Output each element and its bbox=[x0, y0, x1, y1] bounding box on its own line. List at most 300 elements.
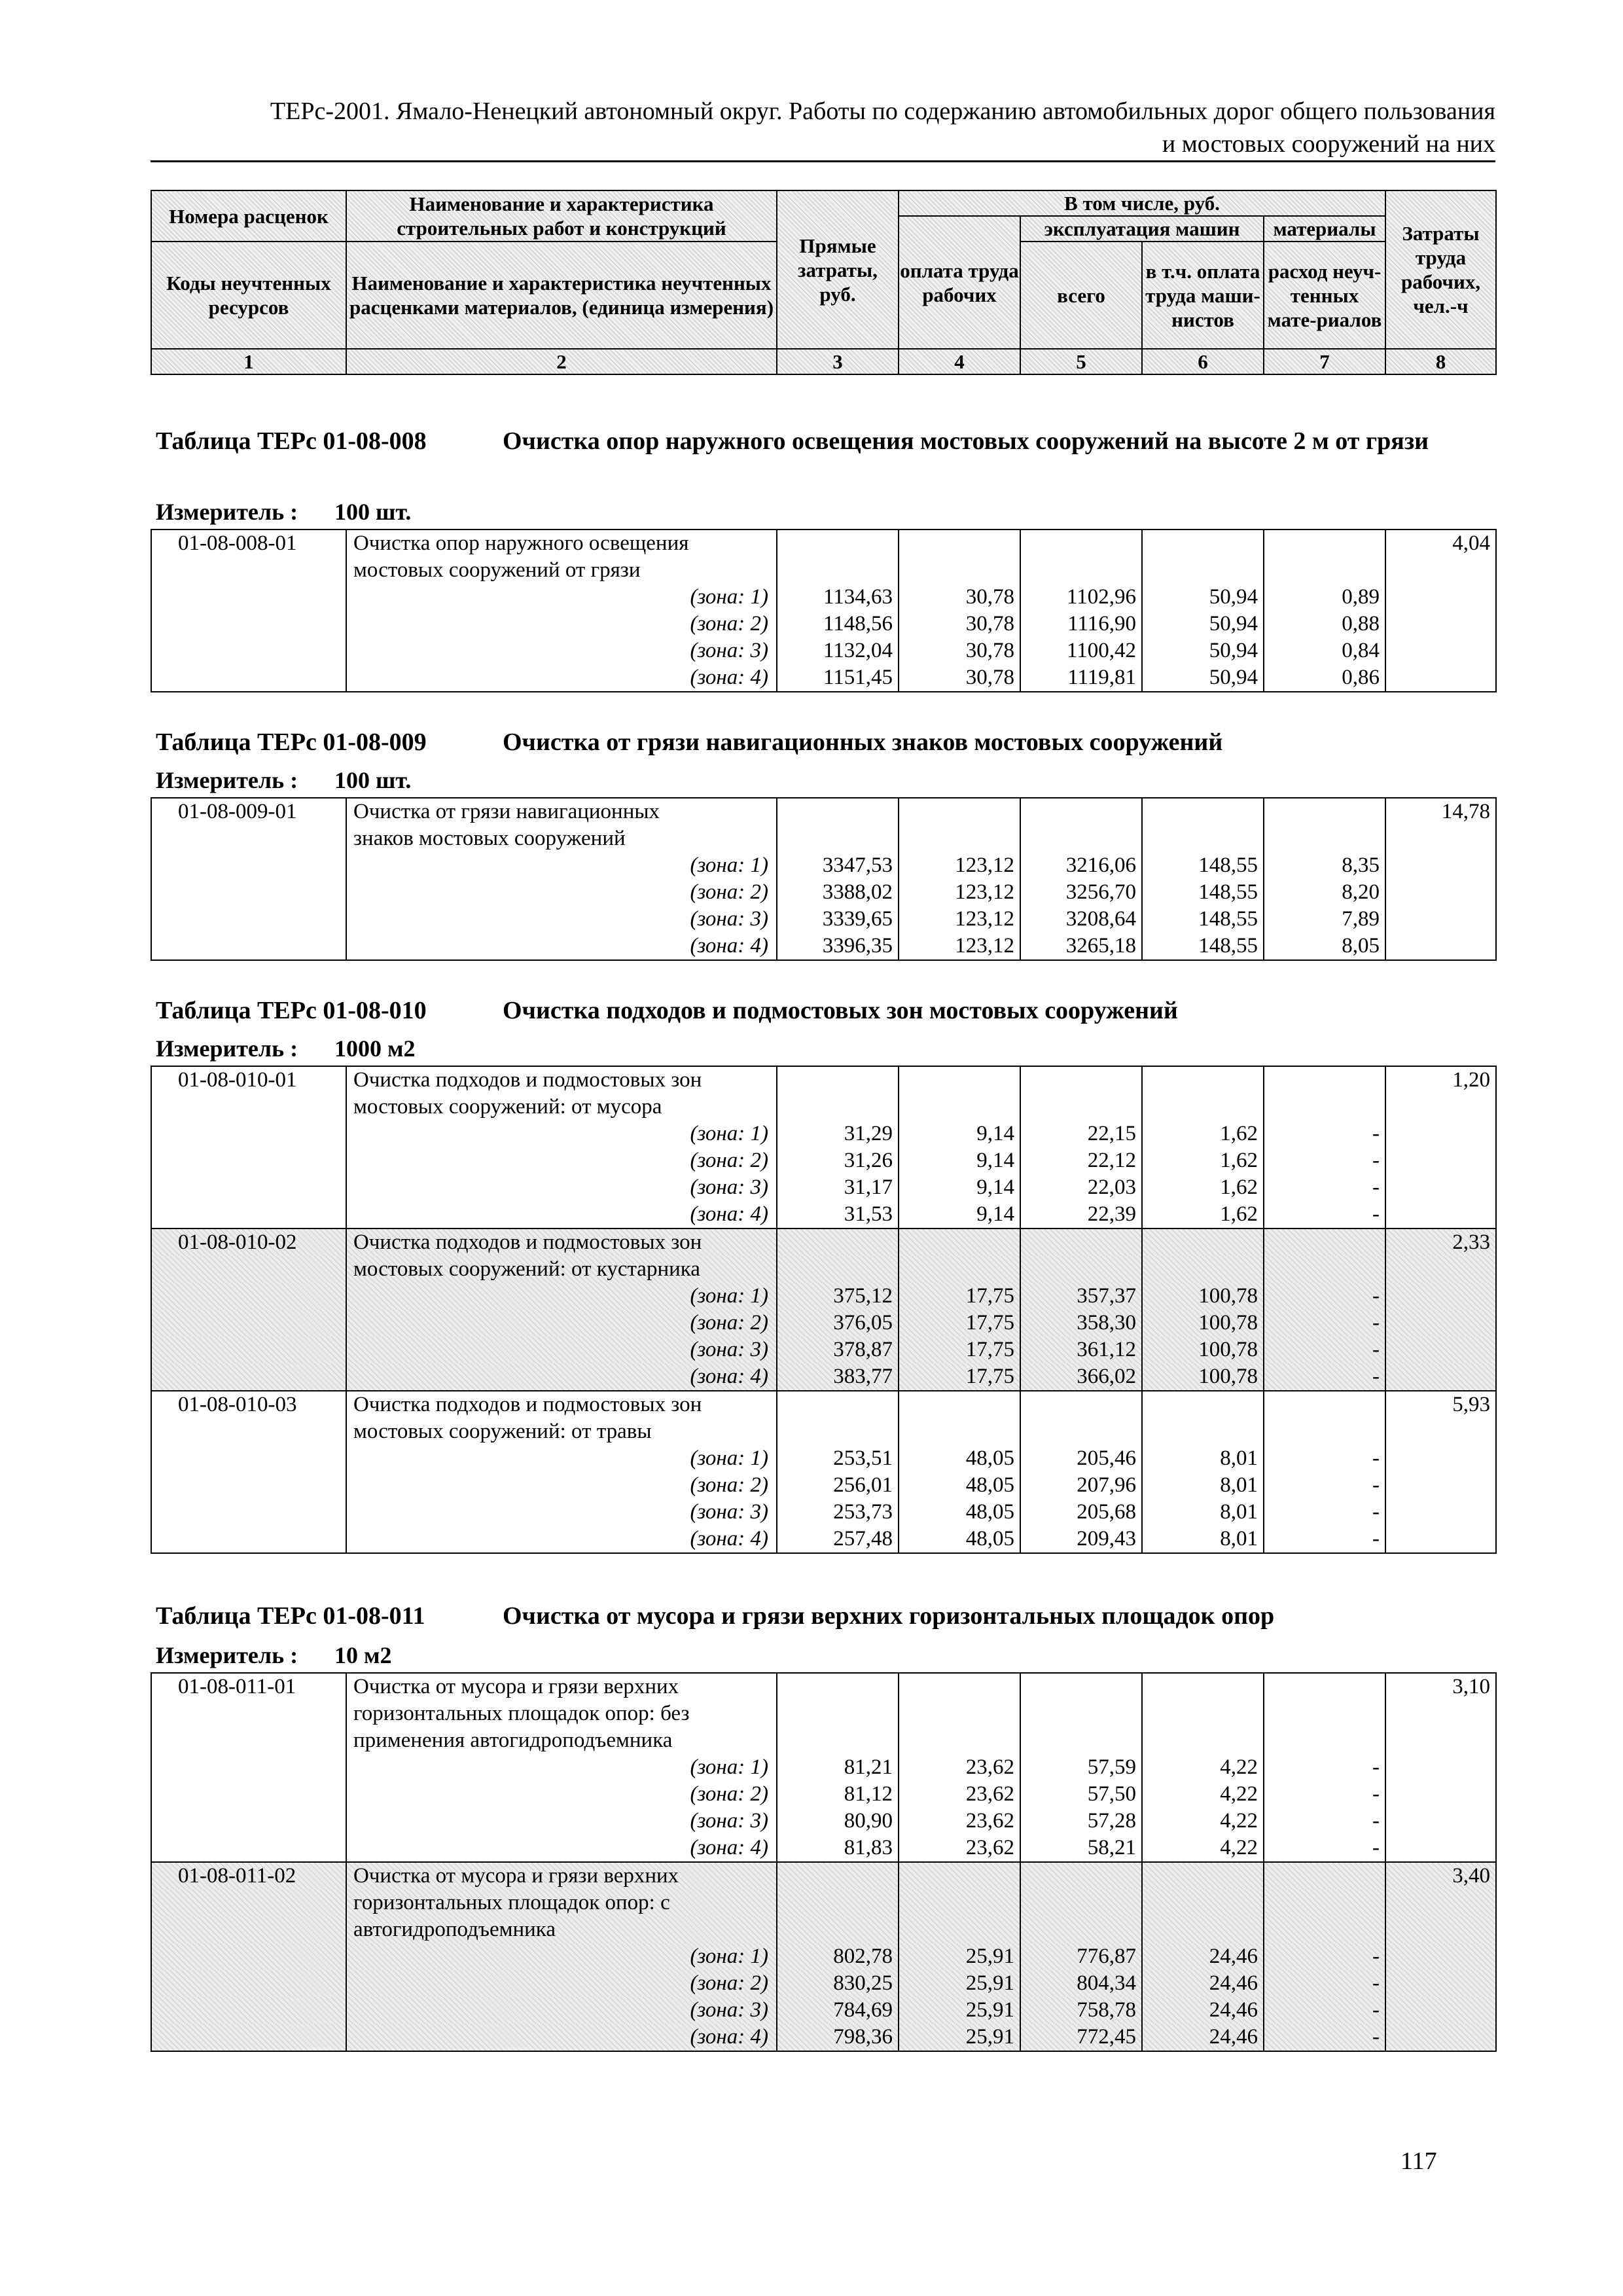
rate-subrow bbox=[151, 2024, 1496, 2051]
rate-row bbox=[151, 1066, 1496, 1094]
machine-operation: 776,87 bbox=[1020, 1943, 1142, 1970]
zone-label: (зона: 2) bbox=[346, 1147, 777, 1174]
rate-code-cell bbox=[151, 1094, 346, 1121]
rate-name-line: знаков мостовых сооружений bbox=[346, 825, 777, 852]
rate-subrow bbox=[151, 1781, 1496, 1808]
empty-cell bbox=[777, 1862, 899, 1890]
direct-costs: 31,26 bbox=[777, 1147, 899, 1174]
machine-operation: 57,28 bbox=[1020, 1808, 1142, 1835]
empty-cell bbox=[1020, 825, 1142, 852]
rate-row bbox=[151, 1862, 1496, 1890]
rate-code-cell bbox=[151, 1336, 346, 1363]
empty-cell bbox=[1264, 798, 1385, 825]
rate-name-line: Очистка подходов и подмостовых зон bbox=[346, 1391, 777, 1418]
rate-code-cell bbox=[151, 2024, 346, 2051]
empty-cell bbox=[1264, 1890, 1385, 1916]
workers-wages: 23,62 bbox=[899, 1808, 1020, 1835]
empty-cell bbox=[1385, 1418, 1496, 1445]
direct-costs: 253,73 bbox=[777, 1499, 899, 1526]
rate-code-cell bbox=[151, 1943, 346, 1970]
empty-cell bbox=[777, 1916, 899, 1943]
empty-cell bbox=[1385, 1094, 1496, 1121]
direct-costs: 1151,45 bbox=[777, 664, 899, 692]
rate-row bbox=[151, 798, 1496, 825]
col-num-8: 8 bbox=[1385, 349, 1496, 374]
workers-wages: 30,78 bbox=[899, 637, 1020, 664]
workers-wages: 17,75 bbox=[899, 1283, 1020, 1310]
materials: - bbox=[1264, 1363, 1385, 1391]
direct-costs: 798,36 bbox=[777, 2024, 899, 2051]
rate-subrow bbox=[151, 1943, 1496, 1970]
empty-cell bbox=[899, 1418, 1020, 1445]
materials: 0,88 bbox=[1264, 611, 1385, 637]
rate-code-cell bbox=[151, 1890, 346, 1916]
machinists-wages: 24,46 bbox=[1142, 2024, 1264, 2051]
empty-cell bbox=[1020, 1862, 1142, 1890]
machine-operation: 57,59 bbox=[1020, 1754, 1142, 1781]
workers-wages: 123,12 bbox=[899, 852, 1020, 879]
materials: - bbox=[1264, 2024, 1385, 2051]
zone-label: (зона: 3) bbox=[346, 1499, 777, 1526]
empty-cell bbox=[1142, 1066, 1264, 1094]
empty-cell bbox=[899, 1066, 1020, 1094]
labor-cost: 1,20 bbox=[1385, 1066, 1496, 1094]
direct-costs: 1132,04 bbox=[777, 637, 899, 664]
machinists-wages: 148,55 bbox=[1142, 906, 1264, 933]
empty-cell bbox=[1142, 1418, 1264, 1445]
machine-operation: 804,34 bbox=[1020, 1970, 1142, 1997]
rates-table bbox=[151, 1066, 1497, 1554]
machinists-wages: 100,78 bbox=[1142, 1363, 1264, 1391]
zone-label: (зона: 1) bbox=[346, 1283, 777, 1310]
labor-cell bbox=[1385, 879, 1496, 906]
col-rates-numbers: Номера расценок bbox=[151, 190, 346, 242]
rates-table bbox=[151, 529, 1497, 692]
col-num-3: 3 bbox=[777, 349, 899, 374]
rate-code-cell bbox=[151, 664, 346, 692]
rate-code-cell bbox=[151, 1727, 346, 1754]
empty-cell bbox=[1264, 1256, 1385, 1283]
rate-name-line: Очистка от грязи навигационных bbox=[346, 798, 777, 825]
direct-costs: 3347,53 bbox=[777, 852, 899, 879]
rate-code: 01-08-011-01 bbox=[151, 1673, 346, 1700]
col-num-1: 1 bbox=[151, 349, 346, 374]
labor-cell bbox=[1385, 1781, 1496, 1808]
labor-cell bbox=[1385, 2024, 1496, 2051]
direct-costs: 81,12 bbox=[777, 1781, 899, 1808]
labor-cell bbox=[1385, 906, 1496, 933]
machine-operation: 205,68 bbox=[1020, 1499, 1142, 1526]
rate-subrow bbox=[151, 825, 1496, 852]
rate-code-cell bbox=[151, 906, 346, 933]
rate-code-cell bbox=[151, 1147, 346, 1174]
empty-cell bbox=[1264, 1916, 1385, 1943]
zone-label: (зона: 2) bbox=[346, 879, 777, 906]
empty-cell bbox=[1020, 557, 1142, 584]
direct-costs: 31,53 bbox=[777, 1201, 899, 1229]
rate-subrow bbox=[151, 637, 1496, 664]
empty-cell bbox=[1264, 1862, 1385, 1890]
machine-operation: 58,21 bbox=[1020, 1835, 1142, 1862]
materials: - bbox=[1264, 1472, 1385, 1499]
machinists-wages: 1,62 bbox=[1142, 1201, 1264, 1229]
rate-subrow bbox=[151, 1499, 1496, 1526]
rate-subrow bbox=[151, 1310, 1496, 1336]
empty-cell bbox=[777, 1229, 899, 1256]
machinists-wages: 50,94 bbox=[1142, 664, 1264, 692]
rate-code-cell bbox=[151, 1700, 346, 1727]
measurer-unit: 100 шт. bbox=[334, 767, 412, 793]
direct-costs: 784,69 bbox=[777, 1997, 899, 2024]
workers-wages: 25,91 bbox=[899, 1943, 1020, 1970]
labor-cost: 3,40 bbox=[1385, 1862, 1496, 1890]
machine-operation: 1102,96 bbox=[1020, 584, 1142, 611]
materials: 0,89 bbox=[1264, 584, 1385, 611]
rate-code-cell bbox=[151, 1970, 346, 1997]
empty-cell bbox=[899, 1673, 1020, 1700]
workers-wages: 25,91 bbox=[899, 1997, 1020, 2024]
workers-wages: 17,75 bbox=[899, 1310, 1020, 1336]
direct-costs: 375,12 bbox=[777, 1283, 899, 1310]
table-title: Очистка от грязи навигационных знаков мостовых сооружений bbox=[503, 728, 1223, 756]
rate-subrow bbox=[151, 557, 1496, 584]
workers-wages: 9,14 bbox=[899, 1174, 1020, 1201]
col-machine-op: эксплуатация машин bbox=[1020, 216, 1264, 242]
empty-cell bbox=[1020, 1256, 1142, 1283]
direct-costs: 81,83 bbox=[777, 1835, 899, 1862]
col-labor-costs: Затраты труда рабочих, чел.-ч bbox=[1385, 190, 1496, 349]
labor-cost: 3,10 bbox=[1385, 1673, 1496, 1700]
machinists-wages: 8,01 bbox=[1142, 1526, 1264, 1553]
empty-cell bbox=[777, 1700, 899, 1727]
col-num-4: 4 bbox=[899, 349, 1020, 374]
rate-subrow bbox=[151, 1970, 1496, 1997]
direct-costs: 3396,35 bbox=[777, 933, 899, 960]
empty-cell bbox=[1020, 529, 1142, 557]
rate-subrow bbox=[151, 1418, 1496, 1445]
direct-costs: 378,87 bbox=[777, 1336, 899, 1363]
direct-costs: 3339,65 bbox=[777, 906, 899, 933]
rate-code-cell bbox=[151, 637, 346, 664]
column-header-table bbox=[151, 190, 1497, 375]
measurer-label: Измеритель : bbox=[156, 1642, 298, 1668]
zone-label: (зона: 4) bbox=[346, 664, 777, 692]
machinists-wages: 1,62 bbox=[1142, 1174, 1264, 1201]
empty-cell bbox=[1264, 1673, 1385, 1700]
machine-operation: 207,96 bbox=[1020, 1472, 1142, 1499]
labor-cell bbox=[1385, 933, 1496, 960]
empty-cell bbox=[1385, 825, 1496, 852]
rate-name-line: Очистка подходов и подмостовых зон bbox=[346, 1066, 777, 1094]
rate-code-cell bbox=[151, 584, 346, 611]
machine-operation: 22,39 bbox=[1020, 1201, 1142, 1229]
machinists-wages: 4,22 bbox=[1142, 1754, 1264, 1781]
workers-wages: 123,12 bbox=[899, 933, 1020, 960]
rate-code-cell bbox=[151, 1472, 346, 1499]
empty-cell bbox=[1020, 798, 1142, 825]
empty-cell bbox=[1385, 1727, 1496, 1754]
empty-cell bbox=[899, 1916, 1020, 1943]
rate-code-cell bbox=[151, 1418, 346, 1445]
labor-cell bbox=[1385, 1526, 1496, 1553]
workers-wages: 30,78 bbox=[899, 584, 1020, 611]
machinists-wages: 4,22 bbox=[1142, 1835, 1264, 1862]
rate-code-cell bbox=[151, 879, 346, 906]
machinists-wages: 4,22 bbox=[1142, 1781, 1264, 1808]
materials: - bbox=[1264, 1147, 1385, 1174]
rate-name-line: применения автогидроподъемника bbox=[346, 1727, 777, 1754]
col-name-unaccounted: Наименование и характеристика неучтенных расценками материалов, (единица измерения) bbox=[346, 242, 777, 349]
machinists-wages: 50,94 bbox=[1142, 584, 1264, 611]
workers-wages: 25,91 bbox=[899, 1970, 1020, 1997]
rate-name-line: автогидроподъемника bbox=[346, 1916, 777, 1943]
rate-subrow bbox=[151, 1890, 1496, 1916]
rate-code-cell bbox=[151, 1526, 346, 1553]
rate-subrow bbox=[151, 1174, 1496, 1201]
workers-wages: 123,12 bbox=[899, 906, 1020, 933]
col-incl-rub: В том числе, руб. bbox=[899, 190, 1385, 216]
labor-cell bbox=[1385, 1121, 1496, 1147]
empty-cell bbox=[1385, 557, 1496, 584]
zone-label: (зона: 1) bbox=[346, 584, 777, 611]
empty-cell bbox=[1142, 1890, 1264, 1916]
empty-cell bbox=[1264, 1727, 1385, 1754]
empty-cell bbox=[1142, 1256, 1264, 1283]
empty-cell bbox=[1264, 1229, 1385, 1256]
workers-wages: 23,62 bbox=[899, 1835, 1020, 1862]
machinists-wages: 100,78 bbox=[1142, 1336, 1264, 1363]
labor-cell bbox=[1385, 1336, 1496, 1363]
zone-label: (зона: 2) bbox=[346, 1970, 777, 1997]
direct-costs: 31,29 bbox=[777, 1121, 899, 1147]
materials: - bbox=[1264, 1835, 1385, 1862]
machinists-wages: 148,55 bbox=[1142, 933, 1264, 960]
machine-operation: 57,50 bbox=[1020, 1781, 1142, 1808]
empty-cell bbox=[899, 1700, 1020, 1727]
machinists-wages: 1,62 bbox=[1142, 1147, 1264, 1174]
workers-wages: 30,78 bbox=[899, 664, 1020, 692]
empty-cell bbox=[1020, 1066, 1142, 1094]
labor-cell bbox=[1385, 1835, 1496, 1862]
labor-cell bbox=[1385, 1147, 1496, 1174]
rate-code-cell bbox=[151, 557, 346, 584]
machine-operation: 772,45 bbox=[1020, 2024, 1142, 2051]
rate-code: 01-08-010-03 bbox=[151, 1391, 346, 1418]
empty-cell bbox=[1142, 529, 1264, 557]
rate-subrow bbox=[151, 664, 1496, 692]
zone-label: (зона: 4) bbox=[346, 1201, 777, 1229]
rate-row bbox=[151, 1391, 1496, 1418]
workers-wages: 9,14 bbox=[899, 1147, 1020, 1174]
rate-subrow bbox=[151, 1754, 1496, 1781]
empty-cell bbox=[777, 798, 899, 825]
machine-operation: 3265,18 bbox=[1020, 933, 1142, 960]
page-number: 117 bbox=[1400, 2147, 1437, 2175]
empty-cell bbox=[899, 1862, 1020, 1890]
empty-cell bbox=[777, 1418, 899, 1445]
empty-cell bbox=[1020, 1727, 1142, 1754]
direct-costs: 802,78 bbox=[777, 1943, 899, 1970]
machine-operation: 758,78 bbox=[1020, 1997, 1142, 2024]
empty-cell bbox=[899, 825, 1020, 852]
rate-code-cell bbox=[151, 611, 346, 637]
rate-subrow bbox=[151, 1835, 1496, 1862]
workers-wages: 123,12 bbox=[899, 879, 1020, 906]
workers-wages: 48,05 bbox=[899, 1526, 1020, 1553]
machinists-wages: 100,78 bbox=[1142, 1310, 1264, 1336]
empty-cell bbox=[899, 798, 1020, 825]
empty-cell bbox=[1020, 1673, 1142, 1700]
materials: 8,35 bbox=[1264, 852, 1385, 879]
empty-cell bbox=[1142, 825, 1264, 852]
labor-cell bbox=[1385, 1363, 1496, 1391]
rate-subrow bbox=[151, 584, 1496, 611]
labor-cell bbox=[1385, 637, 1496, 664]
workers-wages: 30,78 bbox=[899, 611, 1020, 637]
rate-code-cell bbox=[151, 852, 346, 879]
rate-subrow bbox=[151, 1336, 1496, 1363]
measurer-label: Измеритель : bbox=[156, 499, 298, 525]
rate-code: 01-08-010-01 bbox=[151, 1066, 346, 1094]
zone-label: (зона: 4) bbox=[346, 1526, 777, 1553]
materials: - bbox=[1264, 1174, 1385, 1201]
rates-table bbox=[151, 1672, 1497, 2052]
machine-operation: 205,46 bbox=[1020, 1445, 1142, 1472]
table-code: Таблица ТЕРс 01-08-008 bbox=[156, 427, 427, 455]
labor-cost: 5,93 bbox=[1385, 1391, 1496, 1418]
rate-subrow bbox=[151, 1201, 1496, 1229]
rate-code: 01-08-011-02 bbox=[151, 1862, 346, 1890]
zone-label: (зона: 3) bbox=[346, 1336, 777, 1363]
zone-label: (зона: 3) bbox=[346, 637, 777, 664]
empty-cell bbox=[777, 1256, 899, 1283]
labor-cell bbox=[1385, 1754, 1496, 1781]
zone-label: (зона: 1) bbox=[346, 852, 777, 879]
empty-cell bbox=[899, 1890, 1020, 1916]
empty-cell bbox=[1020, 1700, 1142, 1727]
empty-cell bbox=[899, 1727, 1020, 1754]
direct-costs: 376,05 bbox=[777, 1310, 899, 1336]
rate-code-cell bbox=[151, 1781, 346, 1808]
empty-cell bbox=[1142, 1391, 1264, 1418]
empty-cell bbox=[1264, 529, 1385, 557]
rate-subrow bbox=[151, 1094, 1496, 1121]
empty-cell bbox=[899, 1229, 1020, 1256]
rate-subrow bbox=[151, 1808, 1496, 1835]
rate-subrow bbox=[151, 1363, 1496, 1391]
labor-cell bbox=[1385, 1997, 1496, 2024]
col-workers-pay: оплата труда рабочих bbox=[899, 216, 1020, 349]
labor-cell bbox=[1385, 584, 1496, 611]
rate-code-cell bbox=[151, 1174, 346, 1201]
rate-subrow bbox=[151, 1283, 1496, 1310]
empty-cell bbox=[1142, 798, 1264, 825]
labor-cell bbox=[1385, 852, 1496, 879]
rate-code-cell bbox=[151, 825, 346, 852]
col-materials: материалы bbox=[1264, 216, 1385, 242]
labor-cost: 14,78 bbox=[1385, 798, 1496, 825]
empty-cell bbox=[1142, 1673, 1264, 1700]
rate-name-line: Очистка опор наружного освещения bbox=[346, 529, 777, 557]
machinists-wages: 24,46 bbox=[1142, 1997, 1264, 2024]
rate-code-cell bbox=[151, 1499, 346, 1526]
workers-wages: 48,05 bbox=[899, 1445, 1020, 1472]
zone-label: (зона: 1) bbox=[346, 1121, 777, 1147]
empty-cell bbox=[1020, 1916, 1142, 1943]
measurer-label: Измеритель : bbox=[156, 767, 298, 793]
zone-label: (зона: 4) bbox=[346, 1363, 777, 1391]
empty-cell bbox=[777, 1673, 899, 1700]
machine-operation: 1116,90 bbox=[1020, 611, 1142, 637]
empty-cell bbox=[1264, 557, 1385, 584]
labor-cell bbox=[1385, 1499, 1496, 1526]
rate-code-cell bbox=[151, 1445, 346, 1472]
materials: - bbox=[1264, 1445, 1385, 1472]
machinists-wages: 8,01 bbox=[1142, 1445, 1264, 1472]
empty-cell bbox=[1020, 1418, 1142, 1445]
machinists-wages: 148,55 bbox=[1142, 879, 1264, 906]
workers-wages: 9,14 bbox=[899, 1121, 1020, 1147]
rate-code-cell bbox=[151, 1835, 346, 1862]
rate-row bbox=[151, 1229, 1496, 1256]
machinists-wages: 8,01 bbox=[1142, 1499, 1264, 1526]
col-machinists-pay: в т.ч. оплата труда маши-нистов bbox=[1142, 242, 1264, 349]
workers-wages: 25,91 bbox=[899, 2024, 1020, 2051]
machine-operation: 358,30 bbox=[1020, 1310, 1142, 1336]
labor-cell bbox=[1385, 1472, 1496, 1499]
empty-cell bbox=[1385, 1256, 1496, 1283]
rate-code-cell bbox=[151, 1997, 346, 2024]
labor-cell bbox=[1385, 664, 1496, 692]
table-code: Таблица ТЕРс 01-08-009 bbox=[156, 728, 427, 756]
rate-name-line: мостовых сооружений: от травы bbox=[346, 1418, 777, 1445]
rate-subrow bbox=[151, 1997, 1496, 2024]
zone-label: (зона: 3) bbox=[346, 1997, 777, 2024]
zone-label: (зона: 2) bbox=[346, 611, 777, 637]
empty-cell bbox=[1142, 1727, 1264, 1754]
col-direct-costs: Прямые затраты, руб. bbox=[777, 190, 899, 349]
materials: - bbox=[1264, 1970, 1385, 1997]
rate-subrow bbox=[151, 852, 1496, 879]
materials: - bbox=[1264, 1499, 1385, 1526]
zone-label: (зона: 4) bbox=[346, 2024, 777, 2051]
rate-subrow bbox=[151, 933, 1496, 960]
machinists-wages: 24,46 bbox=[1142, 1943, 1264, 1970]
machinists-wages: 50,94 bbox=[1142, 637, 1264, 664]
rate-code: 01-08-010-02 bbox=[151, 1229, 346, 1256]
measurer-label: Измеритель : bbox=[156, 1035, 298, 1062]
direct-costs: 830,25 bbox=[777, 1970, 899, 1997]
col-codes-unaccounted: Коды неучтенных ресурсов bbox=[151, 242, 346, 349]
rate-code-cell bbox=[151, 1808, 346, 1835]
rate-name-line: Очистка от мусора и грязи верхних bbox=[346, 1862, 777, 1890]
rate-code-cell bbox=[151, 1256, 346, 1283]
labor-cell bbox=[1385, 1445, 1496, 1472]
rate-code-cell bbox=[151, 1201, 346, 1229]
empty-cell bbox=[777, 1391, 899, 1418]
machine-operation: 22,03 bbox=[1020, 1174, 1142, 1201]
workers-wages: 48,05 bbox=[899, 1499, 1020, 1526]
rate-code: 01-08-009-01 bbox=[151, 798, 346, 825]
zone-label: (зона: 2) bbox=[346, 1310, 777, 1336]
materials: - bbox=[1264, 1943, 1385, 1970]
rate-name-line: мостовых сооружений: от кустарника bbox=[346, 1256, 777, 1283]
rate-name-line: горизонтальных площадок опор: без bbox=[346, 1700, 777, 1727]
labor-cell bbox=[1385, 1201, 1496, 1229]
empty-cell bbox=[1142, 1094, 1264, 1121]
col-num-5: 5 bbox=[1020, 349, 1142, 374]
table-code: Таблица ТЕРс 01-08-011 bbox=[156, 1602, 425, 1630]
